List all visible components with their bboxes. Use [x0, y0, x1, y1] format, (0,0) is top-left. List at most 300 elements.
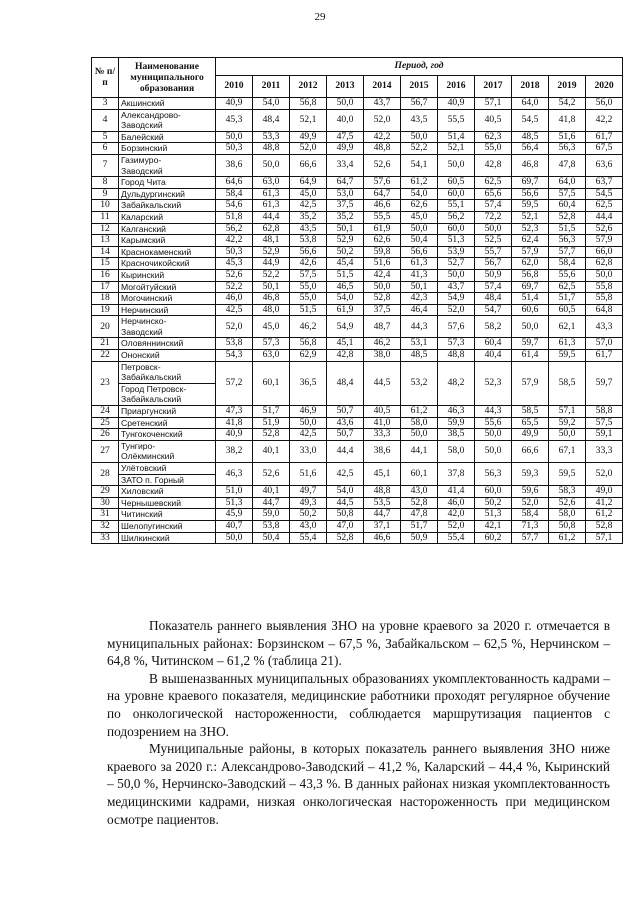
row-number: 6	[92, 143, 119, 155]
value-cell: 44,7	[253, 497, 290, 509]
municipality-name	[119, 338, 216, 350]
row-number: 26	[92, 429, 119, 441]
value-cell: 44,4	[253, 211, 290, 223]
value-cell: 40,5	[475, 109, 512, 131]
municipality-name-line: Забайкальский	[121, 394, 182, 405]
value-cell: 50,1	[401, 281, 438, 293]
value-cell: 40,9	[216, 98, 253, 110]
value-cell: 50,0	[475, 440, 512, 462]
value-cell: 57,6	[438, 316, 475, 338]
table-row	[92, 246, 623, 258]
row-number: 28	[92, 463, 119, 486]
row-number: 30	[92, 497, 119, 509]
value-cell: 50,0	[216, 131, 253, 143]
value-cell: 42,8	[475, 154, 512, 176]
value-cell: 59,5	[549, 463, 586, 486]
municipality-name	[119, 406, 216, 418]
value-cell: 45,0	[401, 211, 438, 223]
value-cell: 50,8	[327, 509, 364, 521]
value-cell: 38,0	[364, 350, 401, 362]
value-cell: 51,5	[290, 304, 327, 316]
value-cell: 62,6	[364, 235, 401, 247]
value-cell: 71,3	[512, 520, 549, 532]
row-number: 5	[92, 131, 119, 143]
value-cell: 56,7	[475, 258, 512, 270]
municipality-name	[119, 304, 216, 316]
value-cell: 48,8	[364, 486, 401, 498]
value-cell: 61,2	[401, 406, 438, 418]
municipality-name-line: Оловяннинский	[121, 338, 184, 349]
value-cell: 42,5	[327, 463, 364, 486]
value-cell: 40,4	[475, 350, 512, 362]
value-cell: 51,0	[216, 486, 253, 498]
municipality-name	[119, 463, 216, 486]
value-cell: 42,2	[586, 109, 623, 131]
municipality-name	[119, 316, 216, 338]
municipality-name-line: Чернышевский	[121, 497, 182, 508]
value-cell: 58,8	[586, 406, 623, 418]
value-cell: 55,6	[475, 417, 512, 429]
paragraph-2: В вышеназванных муниципальных образованиях укомплектованность кадрами – на уровне краевого показателя, медицинские работники проходят регулярное обучение по онкологической настороженности, соблюдается маршрутизация пациентов с подозрением на ЗНО.	[107, 670, 610, 739]
value-cell: 64,6	[216, 177, 253, 189]
value-cell: 50,7	[327, 429, 364, 441]
value-cell: 58,5	[512, 406, 549, 418]
municipality-name-line: Заводский	[121, 165, 163, 176]
municipality-name-line: Нерчинский	[121, 304, 169, 315]
value-cell: 51,4	[438, 131, 475, 143]
row-number: 21	[92, 338, 119, 350]
value-cell: 57,7	[512, 532, 549, 544]
value-cell: 56,3	[549, 235, 586, 247]
value-cell: 54,6	[216, 200, 253, 212]
table-row	[92, 258, 623, 270]
row-number: 17	[92, 281, 119, 293]
municipality-name-line: Забайкальский	[121, 372, 182, 383]
value-cell: 55,0	[290, 281, 327, 293]
value-cell: 50,0	[475, 223, 512, 235]
value-cell: 50,0	[586, 269, 623, 281]
value-cell: 41,8	[549, 109, 586, 131]
value-cell: 35,2	[290, 211, 327, 223]
value-cell: 52,0	[216, 316, 253, 338]
value-cell: 46,0	[216, 293, 253, 305]
municipality-name-line: Забайкальский	[121, 200, 182, 211]
value-cell: 56,3	[549, 143, 586, 155]
value-cell: 55,4	[290, 532, 327, 544]
value-cell: 59,5	[512, 200, 549, 212]
value-cell: 52,6	[586, 223, 623, 235]
value-cell: 61,3	[549, 338, 586, 350]
value-cell: 42,0	[438, 509, 475, 521]
value-cell: 62,0	[512, 258, 549, 270]
value-cell: 44,1	[401, 440, 438, 462]
municipality-name	[119, 154, 216, 176]
value-cell: 64,0	[512, 98, 549, 110]
header-year: 2014	[364, 76, 401, 98]
municipality-name-line: Сретенский	[121, 417, 168, 428]
value-cell: 58,5	[549, 361, 586, 405]
value-cell: 53,0	[327, 188, 364, 200]
value-cell: 53,3	[253, 131, 290, 143]
header-year: 2016	[438, 76, 475, 98]
municipality-name	[119, 131, 216, 143]
value-cell: 43,5	[401, 109, 438, 131]
value-cell: 52,2	[253, 269, 290, 281]
value-cell: 58,4	[216, 188, 253, 200]
value-cell: 35,2	[327, 211, 364, 223]
value-cell: 33,4	[327, 154, 364, 176]
table-row	[92, 269, 623, 281]
value-cell: 55,8	[586, 281, 623, 293]
value-cell: 50,0	[401, 223, 438, 235]
municipality-name-line: Акшинский	[121, 98, 165, 108]
value-cell: 49,0	[586, 486, 623, 498]
municipality-name	[119, 143, 216, 155]
table-row	[92, 463, 623, 486]
value-cell: 48,4	[327, 361, 364, 405]
value-cell: 56,2	[438, 211, 475, 223]
municipality-name	[119, 269, 216, 281]
value-cell: 56,0	[586, 98, 623, 110]
row-number: 20	[92, 316, 119, 338]
municipality-name	[119, 109, 216, 131]
municipality-name	[119, 188, 216, 200]
value-cell: 41,8	[216, 417, 253, 429]
value-cell: 42,5	[290, 200, 327, 212]
value-cell: 61,3	[253, 200, 290, 212]
value-cell: 44,9	[253, 258, 290, 270]
value-cell: 54,0	[327, 293, 364, 305]
value-cell: 60,1	[253, 361, 290, 405]
municipality-name	[119, 361, 216, 405]
value-cell: 51,5	[549, 223, 586, 235]
value-cell: 40,0	[327, 109, 364, 131]
table-row	[92, 188, 623, 200]
value-cell: 50,0	[401, 131, 438, 143]
value-cell: 50,3	[216, 246, 253, 258]
value-cell: 50,4	[253, 532, 290, 544]
value-cell: 62,3	[475, 131, 512, 143]
value-cell: 55,7	[475, 246, 512, 258]
value-cell: 50,8	[549, 520, 586, 532]
value-cell: 50,2	[475, 497, 512, 509]
value-cell: 50,1	[327, 223, 364, 235]
value-cell: 48,0	[253, 304, 290, 316]
value-cell: 52,0	[290, 143, 327, 155]
value-cell: 54,9	[438, 293, 475, 305]
row-number: 24	[92, 406, 119, 418]
row-number: 16	[92, 269, 119, 281]
row-number: 32	[92, 520, 119, 532]
value-cell: 51,7	[253, 406, 290, 418]
value-cell: 44,7	[364, 509, 401, 521]
value-cell: 56,7	[401, 98, 438, 110]
value-cell: 47,8	[549, 154, 586, 176]
municipality-name	[119, 281, 216, 293]
value-cell: 57,5	[290, 269, 327, 281]
value-cell: 57,5	[549, 188, 586, 200]
value-cell: 63,0	[253, 177, 290, 189]
value-cell: 55,1	[438, 200, 475, 212]
value-cell: 61,9	[364, 223, 401, 235]
value-cell: 57,3	[438, 338, 475, 350]
value-cell: 61,9	[327, 304, 364, 316]
value-cell: 63,6	[586, 154, 623, 176]
municipality-name-line: Читинский	[121, 509, 163, 520]
header-period: Период, год	[216, 58, 623, 76]
table-body	[92, 98, 623, 544]
value-cell: 54,0	[253, 98, 290, 110]
value-cell: 64,0	[549, 177, 586, 189]
header-year: 2018	[512, 76, 549, 98]
value-cell: 60,2	[475, 532, 512, 544]
value-cell: 64,8	[586, 304, 623, 316]
value-cell: 72,2	[475, 211, 512, 223]
value-cell: 58,4	[549, 258, 586, 270]
value-cell: 38,5	[438, 429, 475, 441]
value-cell: 37,1	[364, 520, 401, 532]
municipality-name-line: Тунгокоченский	[121, 429, 183, 440]
value-cell: 69,7	[512, 177, 549, 189]
value-cell: 54,5	[586, 188, 623, 200]
value-cell: 55,6	[549, 269, 586, 281]
value-cell: 48,5	[401, 350, 438, 362]
value-cell: 52,8	[586, 520, 623, 532]
value-cell: 62,5	[586, 200, 623, 212]
value-cell: 46,0	[438, 497, 475, 509]
value-cell: 48,8	[364, 143, 401, 155]
value-cell: 62,8	[586, 258, 623, 270]
header-year: 2020	[586, 76, 623, 98]
value-cell: 42,8	[327, 350, 364, 362]
value-cell: 33,3	[364, 429, 401, 441]
value-cell: 46,6	[364, 200, 401, 212]
value-cell: 50,2	[290, 509, 327, 521]
value-cell: 60,5	[438, 177, 475, 189]
value-cell: 50,7	[327, 406, 364, 418]
header-year: 2015	[401, 76, 438, 98]
value-cell: 58,2	[475, 316, 512, 338]
header-year: 2013	[327, 76, 364, 98]
value-cell: 56,3	[475, 463, 512, 486]
value-cell: 52,0	[586, 463, 623, 486]
value-cell: 49,7	[290, 486, 327, 498]
municipality-name	[119, 211, 216, 223]
value-cell: 38,6	[216, 154, 253, 176]
value-cell: 48,5	[512, 131, 549, 143]
value-cell: 42,2	[216, 235, 253, 247]
value-cell: 54,5	[512, 109, 549, 131]
value-cell: 54,9	[327, 316, 364, 338]
value-cell: 45,3	[216, 258, 253, 270]
value-cell: 56,8	[290, 98, 327, 110]
value-cell: 44,3	[401, 316, 438, 338]
value-cell: 46,4	[401, 304, 438, 316]
municipality-name-line: Приаргунский	[121, 406, 177, 417]
municipality-name-line: Балейский	[121, 131, 164, 142]
table-row	[92, 109, 623, 131]
municipality-name-line: Шилкинский	[121, 532, 170, 543]
value-cell: 52,1	[438, 143, 475, 155]
municipality-name	[119, 520, 216, 532]
header-year: 2017	[475, 76, 512, 98]
value-cell: 54,1	[401, 154, 438, 176]
value-cell: 53,2	[401, 361, 438, 405]
table-row	[92, 509, 623, 521]
value-cell: 53,1	[401, 338, 438, 350]
value-cell: 52,8	[327, 532, 364, 544]
value-cell: 49,9	[290, 131, 327, 143]
value-cell: 46,6	[364, 532, 401, 544]
value-cell: 61,3	[401, 258, 438, 270]
table-row	[92, 131, 623, 143]
municipality-name	[119, 98, 216, 110]
value-cell: 48,2	[438, 361, 475, 405]
value-cell: 60,0	[438, 223, 475, 235]
value-cell: 67,1	[549, 440, 586, 462]
value-cell: 36,5	[290, 361, 327, 405]
municipality-name-line: Кыринский	[121, 269, 165, 280]
value-cell: 45,1	[327, 338, 364, 350]
value-cell: 60,4	[549, 200, 586, 212]
value-cell: 46,8	[253, 293, 290, 305]
value-cell: 57,4	[475, 281, 512, 293]
municipality-name-line: ЗАТО п. Горный	[119, 474, 215, 486]
table-row	[92, 486, 623, 498]
value-cell: 62,5	[549, 281, 586, 293]
value-cell: 67,5	[586, 143, 623, 155]
value-cell: 48,8	[253, 143, 290, 155]
value-cell: 54,7	[475, 304, 512, 316]
table-row	[92, 211, 623, 223]
value-cell: 33,3	[586, 440, 623, 462]
paragraph-3: Муниципальные районы, в которых показатель раннего выявления ЗНО ниже краевого за 2020 г.: Александрово-Заводский – 41,2 %, Каларский – 44,4 %, Кыринский – 50,0 %, Нерчинско-Заводский – 43,3 %. В данных районах низкая укомплектованность медицинскими кадрами, низкая онкологическая настороженность при медицинском осмотре пациентов.	[107, 741, 610, 827]
value-cell: 69,7	[512, 281, 549, 293]
value-cell: 46,9	[290, 406, 327, 418]
value-cell: 57,0	[586, 338, 623, 350]
value-cell: 52,0	[438, 520, 475, 532]
value-cell: 64,7	[364, 188, 401, 200]
row-number: 25	[92, 417, 119, 429]
table-row	[92, 143, 623, 155]
value-cell: 44,5	[364, 361, 401, 405]
row-number: 22	[92, 350, 119, 362]
row-number: 14	[92, 246, 119, 258]
value-cell: 55,4	[438, 532, 475, 544]
value-cell: 47,0	[327, 520, 364, 532]
value-cell: 58,3	[549, 486, 586, 498]
value-cell: 42,6	[290, 258, 327, 270]
municipality-name-line: Заводский	[121, 120, 163, 131]
header-year: 2010	[216, 76, 253, 98]
value-cell: 51,3	[475, 509, 512, 521]
municipality-name-line: Газимуро-	[121, 154, 162, 165]
value-cell: 63,7	[586, 177, 623, 189]
value-cell: 57,5	[586, 417, 623, 429]
value-cell: 52,5	[475, 235, 512, 247]
municipality-name-line: Калганский	[121, 223, 166, 234]
table-row	[92, 98, 623, 110]
value-cell: 51,6	[290, 463, 327, 486]
value-cell: 58,0	[401, 417, 438, 429]
value-cell: 52,3	[475, 361, 512, 405]
row-number: 7	[92, 154, 119, 176]
municipality-name	[119, 350, 216, 362]
value-cell: 52,6	[216, 269, 253, 281]
row-number: 19	[92, 304, 119, 316]
value-cell: 45,9	[216, 509, 253, 521]
value-cell: 55,8	[586, 293, 623, 305]
value-cell: 46,5	[327, 281, 364, 293]
row-number: 27	[92, 440, 119, 462]
value-cell: 41,4	[438, 486, 475, 498]
row-number: 10	[92, 200, 119, 212]
value-cell: 52,2	[401, 143, 438, 155]
value-cell: 59,9	[438, 417, 475, 429]
value-cell: 37,5	[364, 304, 401, 316]
table-row	[92, 520, 623, 532]
value-cell: 52,1	[512, 211, 549, 223]
value-cell: 46,3	[438, 406, 475, 418]
municipality-name	[119, 177, 216, 189]
value-cell: 52,0	[512, 497, 549, 509]
value-cell: 56,6	[512, 188, 549, 200]
value-cell: 52,1	[290, 109, 327, 131]
value-cell: 58,4	[512, 509, 549, 521]
value-cell: 40,7	[216, 520, 253, 532]
value-cell: 51,4	[512, 293, 549, 305]
value-cell: 52,8	[549, 211, 586, 223]
municipality-name-line: Каларский	[121, 211, 164, 222]
value-cell: 45,0	[253, 316, 290, 338]
value-cell: 56,2	[216, 223, 253, 235]
value-cell: 45,0	[290, 188, 327, 200]
row-number: 4	[92, 109, 119, 131]
value-cell: 48,7	[364, 316, 401, 338]
value-cell: 51,6	[364, 258, 401, 270]
value-cell: 46,8	[512, 154, 549, 176]
row-number: 13	[92, 235, 119, 247]
municipality-name	[119, 293, 216, 305]
value-cell: 42,2	[364, 131, 401, 143]
value-cell: 43,7	[364, 98, 401, 110]
value-cell: 50,0	[290, 417, 327, 429]
value-cell: 52,2	[216, 281, 253, 293]
value-cell: 52,0	[438, 304, 475, 316]
value-cell: 52,6	[364, 154, 401, 176]
header-num: № п/п	[92, 58, 119, 98]
value-cell: 56,4	[512, 143, 549, 155]
municipality-name	[119, 509, 216, 521]
table-row	[92, 281, 623, 293]
table-row	[92, 440, 623, 462]
municipality-name-line: Могойтуйский	[121, 281, 177, 292]
value-cell: 50,0	[438, 154, 475, 176]
value-cell: 48,8	[438, 350, 475, 362]
value-cell: 48,4	[475, 293, 512, 305]
table-row	[92, 177, 623, 189]
value-cell: 64,7	[327, 177, 364, 189]
row-number: 31	[92, 509, 119, 521]
municipality-name	[119, 486, 216, 498]
value-cell: 59,7	[512, 338, 549, 350]
value-cell: 59,0	[253, 509, 290, 521]
value-cell: 56,6	[401, 246, 438, 258]
municipality-name-line: Заводский	[121, 326, 163, 337]
municipality-name-line: Хиловский	[121, 486, 164, 497]
value-cell: 59,8	[364, 246, 401, 258]
value-cell: 53,8	[290, 235, 327, 247]
